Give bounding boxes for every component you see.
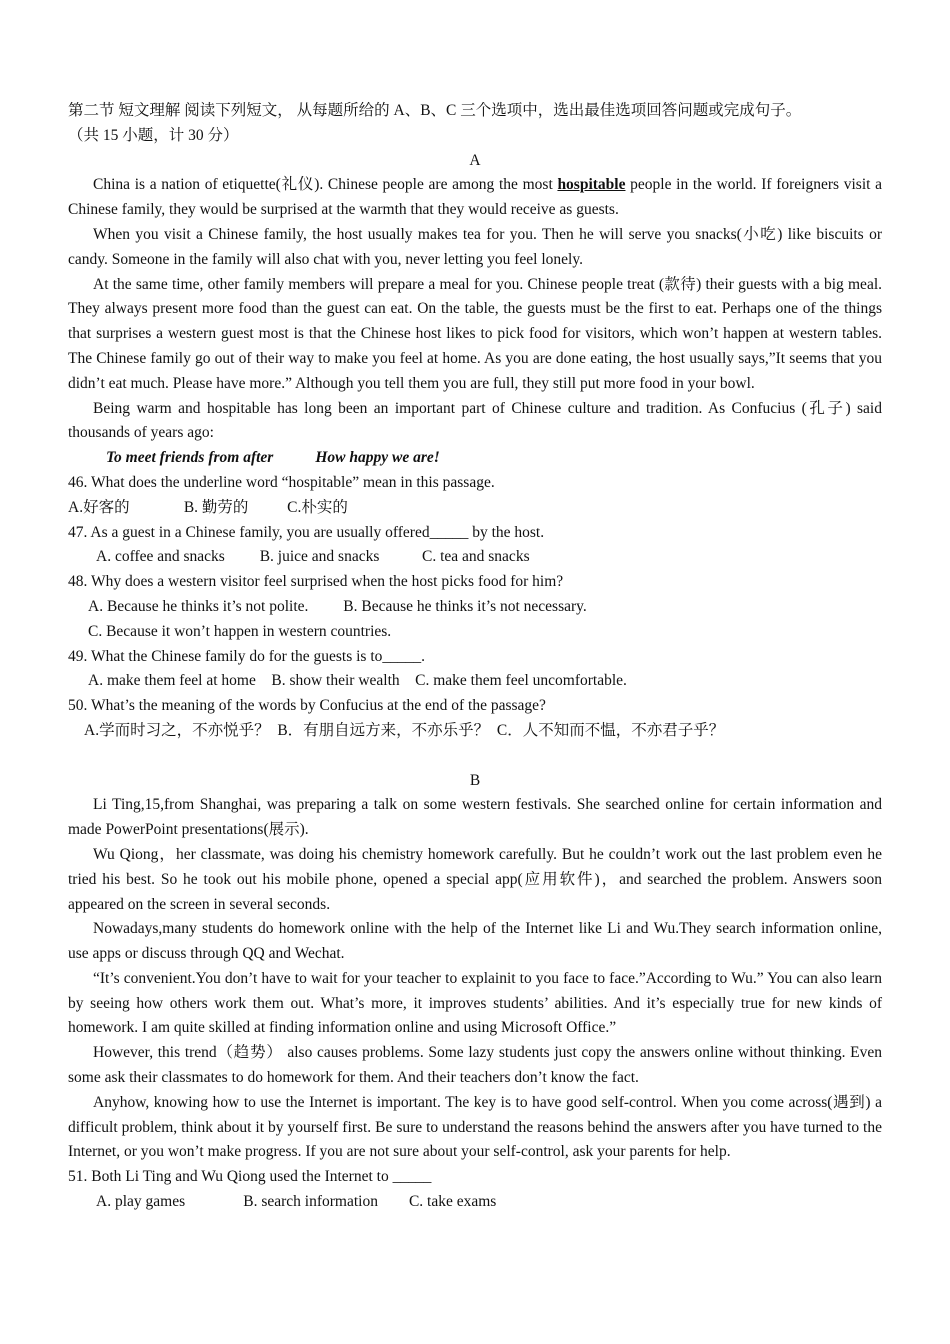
- a-options-4: A. make them feel at home B. show their wealth C. make them feel uncomfortable.: [88, 672, 627, 690]
- passage-b-paragraph-6: Anyhow, knowing how to use the Internet is important. The key is to have good self-control. When you come across(遇到) a difficult problem, think about it by yourself first. Be sure to understand the reasons behind the answers after you have turned to the Internet, or you won’t make progress. If you are not sure about your self-control, ask your parents for help.: [68, 1093, 882, 1161]
- a-options-0: A.好客的 B. 勤劳的 C.朴实的: [68, 498, 348, 516]
- passage-b-paragraph-2: Wu Qiong，her classmate, was doing his chemistry homework carefully. But he couldn’t work out the last problem even he tried his best. So he took out his mobile phone, opened a special app(应用软件)，and searched the problem. Answers soon appeared on the screen in several seconds.: [68, 845, 882, 913]
- passage-b-paragraph-3: Nowadays,many students do homework online with the help of the Internet like Li and Wu.They search information online, use apps or discuss through QQ and Wechat.: [68, 920, 882, 963]
- passage-b-title: B: [469, 771, 481, 789]
- b-question-0: 51. Both Li Ting and Wu Qiong used the Internet to _____: [68, 1168, 432, 1186]
- questions-b: [68, 1165, 882, 1215]
- passage-a-paragraph-4: Being warm and hospitable has long been an important part of Chinese culture and tradition. As Confucius (孔子) said thousands of years ago:: [68, 399, 882, 442]
- passage-a-title: A: [469, 151, 481, 169]
- a-options-2: A. Because he thinks it’s not polite. B. Because he thinks it’s not necessary.: [88, 597, 587, 615]
- passage-b-paragraph-1: Li Ting,15,from Shanghai, was preparing a talk on some western festivals. She searched online for certain information and made PowerPoint presentations(展示).: [68, 796, 882, 839]
- a-question-5: 50. What’s the meaning of the words by Confucius at the end of the passage?: [68, 697, 546, 715]
- section-header-score: （共 15 小题，计 30 分）: [68, 126, 239, 144]
- passage-b-paragraph-4: “It’s convenient.You don’t have to wait for your teacher to explainit to you face to face.”According to Wu.” You can also learn by seeing how others work them out. What’s more, it improves students’ abilities. And it’s especially true for new kinds of homework. I am quite skilled at finding information online and using Microsoft Office.”: [68, 969, 882, 1037]
- a-options-5: A.学而时习之，不亦悦乎？ B．有朋自远方来，不亦乐乎？ C．人不知而不愠，不亦君子乎？: [84, 721, 725, 739]
- passage-a-paragraph-2: When you visit a Chinese family, the host usually makes tea for you. Then he will serve you snacks(小吃) like biscuits or candy. Someone in the family will also chat with you, never letting you feel lonely.: [68, 225, 882, 268]
- passage-a-paragraph-3: At the same time, other family members will prepare a meal for you. Chinese people treat (款待) their guests with a big meal. They always present more food than the guest can eat. On the table, the guests must be the first to eat. Perhaps one of the things that surprises a western guest most is that the Chinese host likes to pick food for visitors, which won’t happen at western tables. The Chinese family go out of their way to make you feel at home. As you are done eating, the host usually says,”It seems that you didn’t eat much. Please have more.” Although you tell them you are full, they still put more food in your bowl.: [68, 275, 882, 392]
- a-question-2: 48. Why does a western visitor feel surprised when the host picks food for him?: [68, 573, 564, 591]
- a-question-1: 47. As a guest in a Chinese family, you are usually offered_____ by the host.: [68, 523, 545, 541]
- a-options-1: A. coffee and snacks B. juice and snacks C. tea and snacks: [96, 548, 530, 566]
- questions-a: [68, 471, 882, 744]
- confucius-quote: To meet friends from after How happy we are!: [106, 449, 440, 467]
- a-options-3: C. Because it won’t happen in western countries.: [88, 622, 392, 640]
- passage-a-paragraph-1: China is a nation of etiquette(礼仪). Chinese people are among the most hospitable people in the world. If foreigners visit a Chinese family, they would be surprised at the warmth that they would receive as guests.: [68, 176, 882, 219]
- a-question-0: 46. What does the underline word “hospitable” mean in this passage.: [68, 473, 495, 491]
- section-header: 第二节 短文理解 阅读下列短文， 从每题所给的 A、B、C 三个选项中，选出最佳选项回答问题或完成句子。: [68, 102, 802, 119]
- a-question-4: 49. What the Chinese family do for the guests is to_____.: [68, 647, 426, 665]
- b-options-0: A. play games B. search information C. take exams: [96, 1193, 497, 1211]
- passage-b-paragraph-5: However, this trend（趋势） also causes problems. Some lazy students just copy the answers online without thinking. Even some ask their classmates to do homework for them. And their teachers don’t know the fact.: [68, 1044, 882, 1087]
- underlined-keyword: hospitable: [557, 176, 626, 194]
